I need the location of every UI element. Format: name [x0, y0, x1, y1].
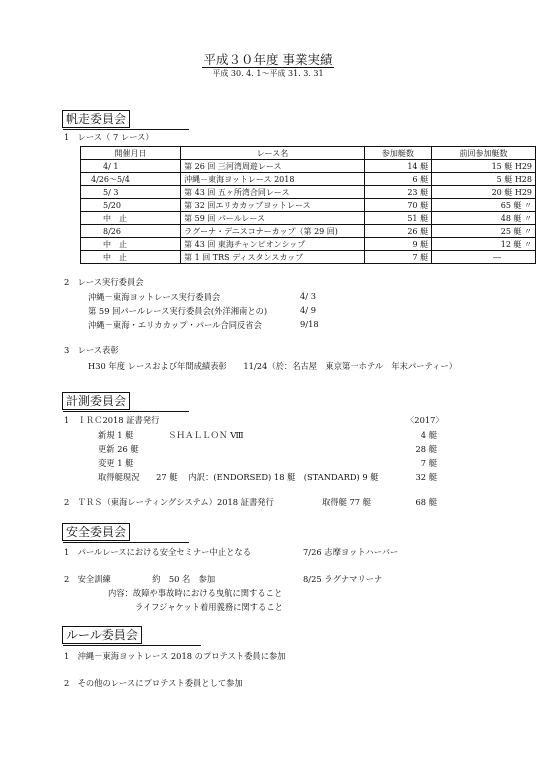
rules-item-1: 1 沖縄－東海ヨットレース 2018 のプロテスト委員に参加	[64, 651, 286, 661]
irc-row-label: 新規 1 艇	[98, 430, 134, 440]
page-title-text: 平成３０年度 事業実績	[203, 52, 333, 67]
cell-name: 第 59 回 パールレース	[181, 212, 365, 225]
committee-item: 沖縄－東海ヨットレース実行委員会	[88, 292, 221, 302]
table-row	[81, 238, 536, 251]
cell-count: 70 艇	[364, 199, 431, 212]
race-table-header	[81, 147, 536, 160]
page-title	[0, 50, 536, 68]
col-race-name: レース名	[181, 147, 365, 160]
table-row	[81, 186, 536, 199]
section-heading-measurement: 計測委員会	[62, 392, 130, 410]
cell-date: 5/20	[81, 199, 181, 212]
cell-prev: 25 艇 〃	[432, 225, 536, 238]
cell-prev: ―	[432, 251, 536, 264]
irc-title: 1 ＩＲＣ2018 証書発行	[64, 415, 160, 425]
col-date: 開催月日	[81, 147, 181, 160]
irc-row-label: 取得艇現況 27 艇 内訳：(ENDORSED) 18 艇 (STANDARD) 9 艇	[98, 472, 379, 482]
cell-count: 6 艇	[364, 173, 431, 186]
safety-item-1: 1 パールレースにおける安全セミナー中止となる	[64, 547, 252, 557]
safety-item-2-detail: ライフジャケット着用義務に関すること	[135, 602, 283, 612]
irc-yacht-name: ＳＨＡＬＬＯＮ Ⅷ	[168, 431, 244, 441]
irc-row-label: 更新 26 艇	[98, 444, 139, 454]
cell-date: 中 止	[81, 238, 181, 251]
committee-title: 2 レース実行委員会	[64, 277, 144, 287]
table-row	[81, 199, 536, 212]
cell-name: 第 43 回 五ヶ所湾合同レース	[181, 186, 365, 199]
cell-date: 4/26～5/4	[81, 173, 181, 186]
fiscal-period: 平成 30. 4. 1～平成 31. 3. 31	[212, 69, 324, 78]
cell-prev: 12 艇 〃	[432, 238, 536, 251]
irc-row-prev: 32 艇	[415, 472, 437, 482]
trs-line: 2 ＴＲＳ（東海レーティングシステム）2018 証書発行	[64, 497, 274, 507]
cell-prev: 15 艇 H29	[432, 160, 536, 173]
cell-count: 23 艇	[364, 186, 431, 199]
safety-item-1-date: 7/26 志摩ヨットハーバー	[303, 547, 399, 557]
committee-item: 第 59 回パールレース実行委員会(外洋湘南との)	[88, 306, 268, 316]
irc-row-prev: 7 艇	[420, 458, 437, 468]
trs-count: 取得艇 77 艇	[322, 497, 372, 507]
award-text: H30 年度 レースおよび年間成績表彰 11/24（於：名古屋 東京第一ホテル 年末パーティー）	[88, 361, 458, 371]
committee-date: 9/18	[300, 319, 319, 329]
irc-prev-label: 〈2017〉	[406, 415, 444, 425]
cell-count: 51 艇	[364, 212, 431, 225]
irc-row-prev: 4 艇	[420, 430, 437, 440]
irc-row-label: 変更 1 艇	[98, 458, 134, 468]
cell-date: 4/ 1	[81, 160, 181, 173]
safety-item-2-date: 8/25 ラグナマリーナ	[303, 574, 383, 584]
col-prev-count: 前回参加艇数	[432, 147, 536, 160]
table-row	[81, 212, 536, 225]
cell-name: 第 26 回 三河湾周遊レース	[181, 160, 365, 173]
cell-count: 7 艇	[364, 251, 431, 264]
section-heading-sailing: 帆走委員会	[62, 110, 130, 128]
section-heading-safety: 安全委員会	[62, 523, 130, 541]
race-table	[80, 146, 536, 264]
cell-count: 14 艇	[364, 160, 431, 173]
cell-prev: 5 艇 H28	[432, 173, 536, 186]
committee-item: 沖縄－東海・エリカカップ・パール合同反省会	[88, 320, 262, 330]
award-title: 3 レース表彰	[64, 345, 119, 355]
cell-name: 第 32 回エリカカップヨットレース	[181, 199, 365, 212]
cell-count: 9 艇	[364, 238, 431, 251]
trs-prev: 68 艇	[415, 497, 437, 507]
irc-row-prev: 28 艇	[415, 444, 437, 454]
rules-item-2: 2 その他のレースにプロテスト委員として参加	[64, 678, 243, 688]
cell-name: 沖縄－東海ヨットレース 2018	[181, 173, 365, 186]
cell-name: 第 1 回 TRS ディスタンスカップ	[181, 251, 365, 264]
safety-item-2: 2 安全訓練 約 50 名 参加	[64, 574, 216, 584]
table-row	[81, 160, 536, 173]
table-row	[81, 173, 536, 186]
cell-date: 中 止	[81, 212, 181, 225]
cell-date: 5/ 3	[81, 186, 181, 199]
table-row	[81, 225, 536, 238]
cell-date: 8/26	[81, 225, 181, 238]
cell-count: 26 艇	[364, 225, 431, 238]
cell-prev: 65 艇 〃	[432, 199, 536, 212]
cell-name: 第 43 回 東海チャンピオンシップ	[181, 238, 365, 251]
table-row	[81, 251, 536, 264]
committee-date: 4/ 9	[300, 305, 316, 315]
committee-date: 4/ 3	[300, 291, 316, 301]
cell-date: 中 止	[81, 251, 181, 264]
cell-name: ラグーナ・デニスコナーカップ（第 29 回)	[181, 225, 365, 238]
races-title: 1 レース（ 7 レース）	[64, 132, 154, 142]
cell-prev: 48 艇 〃	[432, 212, 536, 225]
cell-prev: 20 艇 H29	[432, 186, 536, 199]
col-count: 参加艇数	[364, 147, 431, 160]
safety-item-2-detail: 内容：故障や事故時における曳航に関すること	[108, 588, 283, 598]
section-heading-rules: ルール委員会	[62, 626, 142, 644]
